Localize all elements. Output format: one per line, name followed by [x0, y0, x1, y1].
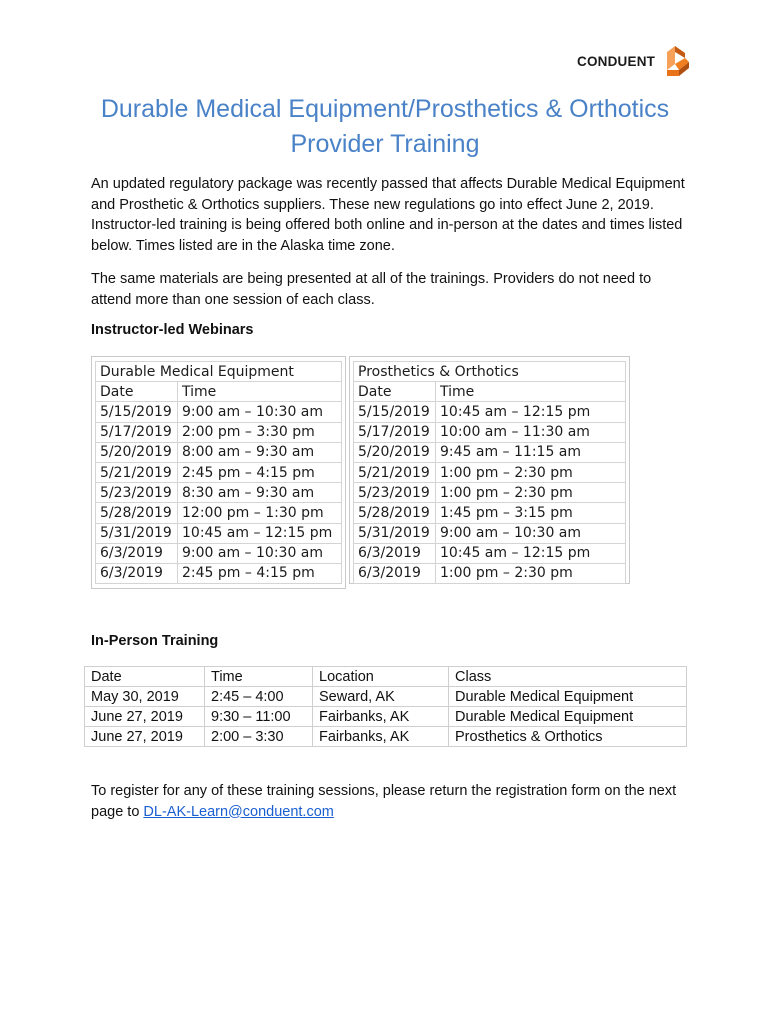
- class-cell: Prosthetics & Orthotics: [449, 727, 687, 747]
- location-cell: Seward, AK: [313, 687, 449, 707]
- webinars-heading: Instructor-led Webinars: [91, 322, 254, 338]
- table-row: [85, 687, 687, 707]
- table-row: [354, 442, 626, 462]
- table-row: [96, 462, 342, 482]
- time-cell: 2:00 pm – 3:30 pm: [178, 422, 342, 442]
- time-cell: 9:30 – 11:00: [205, 707, 313, 727]
- in-person-header-row: [85, 667, 687, 687]
- time-cell: 1:00 pm – 2:30 pm: [436, 563, 626, 583]
- po-header-time: Time: [436, 382, 626, 402]
- date-cell: 5/17/2019: [354, 422, 436, 442]
- time-cell: 10:45 am – 12:15 pm: [178, 523, 342, 543]
- time-cell: 8:30 am – 9:30 am: [178, 483, 342, 503]
- header-location: Location: [313, 667, 449, 687]
- date-cell: 6/3/2019: [96, 543, 178, 563]
- dme-webinar-table: [95, 361, 342, 584]
- conduent-mark-icon: [661, 44, 691, 78]
- table-row: [96, 483, 342, 503]
- table-row: [354, 462, 626, 482]
- po-caption-row: [354, 362, 626, 382]
- time-cell: 9:45 am – 11:15 am: [436, 442, 626, 462]
- conduent-logo: [577, 44, 691, 78]
- table-row: [354, 503, 626, 523]
- time-cell: 10:45 am – 12:15 pm: [436, 543, 626, 563]
- register-paragraph: [91, 781, 691, 822]
- date-cell: 5/15/2019: [96, 402, 178, 422]
- header-date: Date: [85, 667, 205, 687]
- date-cell: 6/3/2019: [354, 563, 436, 583]
- table-row: [85, 727, 687, 747]
- class-cell: Durable Medical Equipment: [449, 707, 687, 727]
- in-person-heading: In-Person Training: [91, 633, 219, 649]
- title-line-2: Provider Training: [290, 130, 480, 158]
- page-title: [60, 92, 710, 162]
- time-cell: 2:45 pm – 4:15 pm: [178, 462, 342, 482]
- dme-caption-row: [96, 362, 342, 382]
- dme-header-time: Time: [178, 382, 342, 402]
- table-row: [354, 543, 626, 563]
- date-cell: June 27, 2019: [85, 707, 205, 727]
- date-cell: 5/15/2019: [354, 402, 436, 422]
- intro-paragraph-2: The same materials are being presented at all of the trainings. Providers do not need to attend more than one session of each class.: [91, 271, 652, 308]
- dme-caption: Durable Medical Equipment: [96, 362, 342, 382]
- logo-wordmark: CONDUENT: [577, 53, 656, 69]
- time-cell: 2:45 pm – 4:15 pm: [178, 563, 342, 583]
- time-cell: 9:00 am – 10:30 am: [178, 543, 342, 563]
- po-header-date: Date: [354, 382, 436, 402]
- date-cell: 5/23/2019: [354, 483, 436, 503]
- date-cell: 5/17/2019: [96, 422, 178, 442]
- date-cell: 5/28/2019: [96, 503, 178, 523]
- time-cell: 9:00 am – 10:30 am: [178, 402, 342, 422]
- table-row: [354, 422, 626, 442]
- intro-paragraph-1: An updated regulatory package was recently passed that affects Durable Medical Equipment and Prosthetic & Orthotics suppliers. These new regulations go into effect June 2, 2019. Instructor-led training is being offered both online and in-person at the dates and times listed below. Times listed are in the Alaska time zone.: [91, 176, 685, 254]
- date-cell: 5/31/2019: [354, 523, 436, 543]
- header-time: Time: [205, 667, 313, 687]
- date-cell: 5/31/2019: [96, 523, 178, 543]
- date-cell: 5/21/2019: [96, 462, 178, 482]
- table-row: [354, 483, 626, 503]
- time-cell: 10:45 am – 12:15 pm: [436, 402, 626, 422]
- time-cell: 10:00 am – 11:30 am: [436, 422, 626, 442]
- header-class: Class: [449, 667, 687, 687]
- time-cell: 8:00 am – 9:30 am: [178, 442, 342, 462]
- register-text: To register for any of these training sessions, please return the registration form on the next page to: [91, 783, 677, 820]
- time-cell: 12:00 pm – 1:30 pm: [178, 503, 342, 523]
- time-cell: 9:00 am – 10:30 am: [436, 523, 626, 543]
- date-cell: 5/28/2019: [354, 503, 436, 523]
- table-row: [85, 707, 687, 727]
- po-header-row: [354, 382, 626, 402]
- in-person-table: [84, 666, 687, 747]
- table-row: [96, 422, 342, 442]
- po-webinar-table: [353, 361, 626, 584]
- po-caption: Prosthetics & Orthotics: [354, 362, 626, 382]
- time-cell: 1:45 pm – 3:15 pm: [436, 503, 626, 523]
- dme-header-row: [96, 382, 342, 402]
- date-cell: 6/3/2019: [96, 563, 178, 583]
- table-row: [96, 442, 342, 462]
- table-row: [96, 563, 342, 583]
- date-cell: 5/23/2019: [96, 483, 178, 503]
- location-cell: Fairbanks, AK: [313, 707, 449, 727]
- date-cell: 5/20/2019: [96, 442, 178, 462]
- registration-email-link[interactable]: DL-AK-Learn@conduent.com: [143, 803, 334, 820]
- table-row: [354, 402, 626, 422]
- date-cell: 5/21/2019: [354, 462, 436, 482]
- time-cell: 2:00 – 3:30: [205, 727, 313, 747]
- location-cell: Fairbanks, AK: [313, 727, 449, 747]
- title-line-1: Durable Medical Equipment/Prosthetics & Orthotics: [100, 95, 670, 123]
- table-row: [96, 543, 342, 563]
- time-cell: 1:00 pm – 2:30 pm: [436, 462, 626, 482]
- date-cell: June 27, 2019: [85, 727, 205, 747]
- table-row: [96, 402, 342, 422]
- class-cell: Durable Medical Equipment: [449, 687, 687, 707]
- time-cell: 2:45 – 4:00: [205, 687, 313, 707]
- date-cell: May 30, 2019: [85, 687, 205, 707]
- table-row: [354, 563, 626, 583]
- time-cell: 1:00 pm – 2:30 pm: [436, 483, 626, 503]
- table-row: [354, 523, 626, 543]
- date-cell: 6/3/2019: [354, 543, 436, 563]
- date-cell: 5/20/2019: [354, 442, 436, 462]
- table-row: [96, 503, 342, 523]
- table-row: [96, 523, 342, 543]
- dme-header-date: Date: [96, 382, 178, 402]
